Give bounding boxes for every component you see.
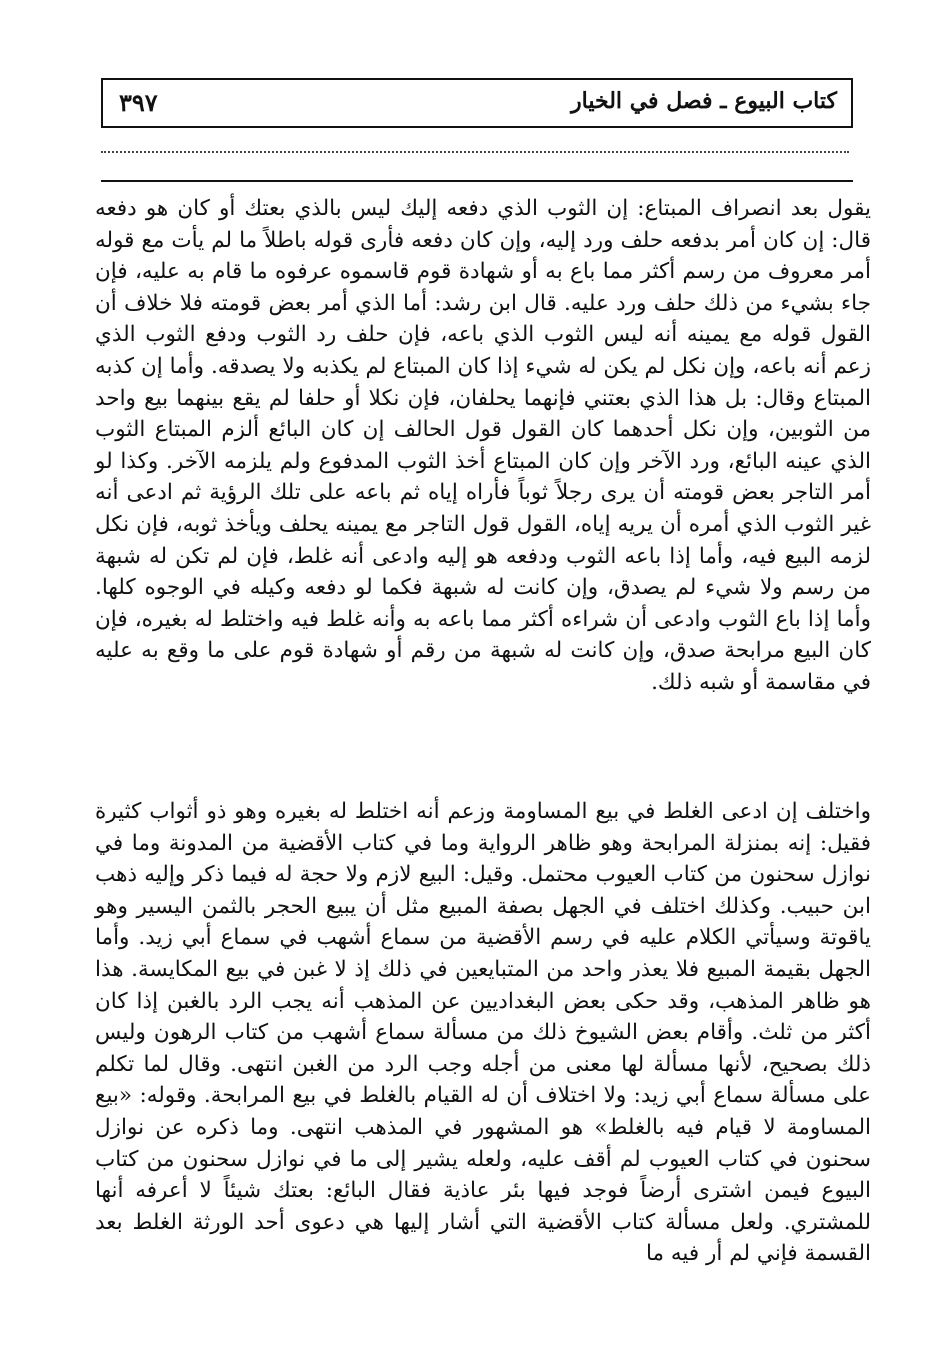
running-header — [101, 78, 853, 128]
body-paragraph: يقول بعد انصراف المبتاع: إن الثوب الذي دفعه إليك ليس بالذي بعتك أو كان هو دفعه قال: إن كان أمر بدفعه حلف ورد إليه، وإن كان دفعه فأرى قوله باطلاً ما لم يأت مع قوله أمر معروف من رسم أكثر مما باع به أو شهادة قوم قاسموه عرفوه ما قام به عليه، فإن جاء بشيء من ذلك حلف ورد عليه. قال ابن رشد: أما الذي أمر بعض قومته فلا خلاف أن القول قوله مع يمينه أنه ليس الثوب الذي باعه، فإن حلف رد الثوب ودفع الثوب الذي زعم أنه باعه، وإن نكل لم يكن له شيء إذا كان المبتاع لم يكذبه ولا يصدقه. وأما إن كذبه المبتاع وقال: بل هذا الذي بعتني فإنهما يحلفان، فإن نكلا أو حلفا لم يقع بينهما بيع واحد من الثوبين، وإن نكل أحدهما كان القول قول الحالف إن كان البائع ألزم المبتاع الثوب الذي عينه البائع، ورد الآخر وإن كان المبتاع أخذ الثوب المدفوع ولم يلزمه الآخر. وكذا لو أمر التاجر بعض قومته أن يرى رجلاً ثوباً فأراه إياه ثم باعه على تلك الرؤية ثم ادعى أنه غير الثوب الذي أمره أن يريه إياه، القول قول التاجر مع يمينه يحلف ويأخذ ثوبه، فإن نكل لزمه البيع فيه، وأما إذا باعه الثوب ودفعه هو إليه وادعى أنه غلط، فإن لم تكن له شبهة من رسم ولا شيء لم يصدق، وإن كانت له شبهة فكما لو دفعه وكيله في الوجوه كلها. وأما إذا باع الثوب وادعى أن شراءه أكثر مما باعه به وأنه غلط فيه واختلط له بغيره، فإن كان البيع مرابحة صدق، وإن كانت له شبهة من رقم أو شهادة قوم على ما وقع به عليه في مقاسمة أو شبه ذلك. — [95, 196, 872, 695]
dotted-separator — [101, 151, 849, 153]
horizontal-rule — [101, 180, 853, 182]
page-number: ٣٩٧ — [119, 88, 158, 117]
header-title: كتاب البيوع ـ فصل في الخيار — [571, 88, 837, 114]
body-paragraph: واختلف إن ادعى الغلط في بيع المساومة وزعم أنه اختلط له بغيره وهو ذو أثواب كثيرة فقيل: إنه بمنزلة المرابحة وهو ظاهر الرواية وما في كتاب الأقضية من المدونة وما في نوازل سحنون من كتاب العيوب محتمل. وقيل: البيع لازم ولا حجة له فيما ذكر وإليه ذهب ابن حبيب. وكذلك اختلف في الجهل بصفة المبيع مثل أن يبيع الحجر بالثمن اليسير وهو ياقوتة وسيأتي الكلام عليه في رسم الأقضية من سماع أشهب في سماع أبي زيد. وأما الجهل بقيمة المبيع فلا يعذر واحد من المتبايعين في ذلك إذ لا غبن في بيع المكايسة. هذا هو ظاهر المذهب، وقد حكى بعض البغداديين عن المذهب أنه يجب الرد بالغبن إذا كان أكثر من ثلث. وأقام بعض الشيوخ ذلك من مسألة سماع أشهب من كتاب الرهون وليس ذلك بصحيح، لأنها مسألة لها معنى من أجله وجب الرد من الغبن انتهى. وقال لما تكلم على مسألة سماع أبي زيد: ولا اختلاف أن له القيام بالغلط في بيع المرابحة. وقوله: «بيع المساومة لا قيام فيه بالغلط» هو المشهور في المذهب انتهى. وما ذكره عن نوازل سحنون في كتاب العيوب لم أقف عليه، ولعله يشير إلى ما في نوازل سحنون من كتاب البيوع فيمن اشترى أرضاً فوجد فيها بئر عاذية فقال البائع: بعتك شيئاً لا أعرفه أنها للمشتري. ولعل مسألة كتاب الأقضية التي أشار إليها هي دعوى أحد الورثة الغلط بعد القسمة فإني لم أر فيه ما — [95, 799, 871, 1267]
